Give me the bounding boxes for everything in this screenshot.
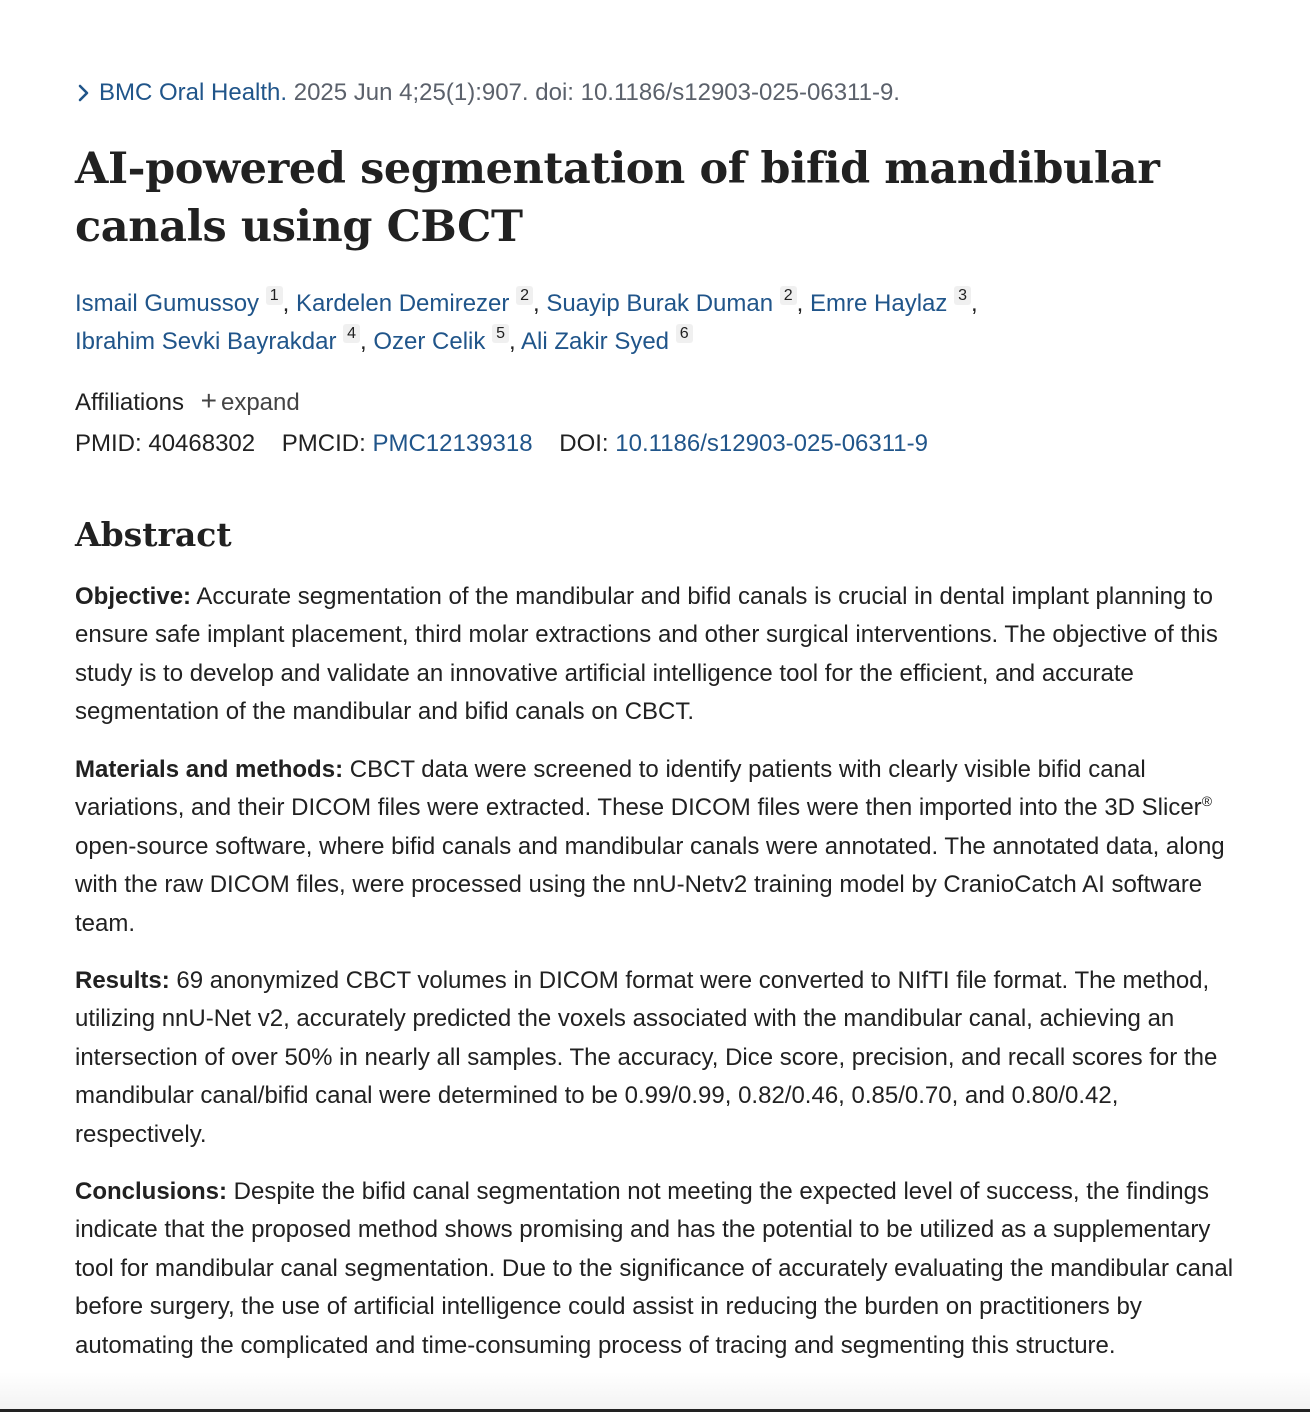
- author-list: Ismail Gumussoy $^1$ , Kardelen Demirezer $^2$ , Suayip Burak Duman $^2$ , Emre Haylaz $^3$ , Ibrahim Sevki Bayrakdar $^4$ , Ozer Celik $^5$ , Ali Zakir Syed $^6$: [75, 287, 978, 355]
- scroll-fade: [0, 1372, 1310, 1409]
- pmid-value: 40468302: [148, 430, 256, 457]
- abstract-conclusions: [75, 1173, 1240, 1365]
- affiliation-ref[interactable]: 6: [676, 324, 693, 343]
- conclusions-label: Conclusions:: [75, 1178, 228, 1205]
- results-text: 69 anonymized CBCT volumes in DICOM format were converted to NIfTI file format. The method, utilizing nnU-Net v2, accurately predicted the voxels associated with the mandibular canal, achieving an intersection of over 50% in nearly all samples. The accuracy, Dice score, precision, and recall scores for the mandibular canal/bifid canal were determined to be 0.99/0.99, 0.82/0.46, 0.85/0.70, and 0.80/0.42, respectively.: [75, 967, 1218, 1148]
- abstract-heading: Abstract: [75, 515, 232, 554]
- citation-details: 2025 Jun 4;25(1):907. doi: 10.1186/s12903-025-06311-9.: [287, 79, 900, 106]
- results-label: Results:: [75, 967, 170, 994]
- doi-label: DOI:: [559, 430, 609, 457]
- affiliation-ref[interactable]: 2: [780, 286, 797, 305]
- affiliation-ref[interactable]: 2: [516, 286, 533, 305]
- objective-text: Accurate segmentation of the mandibular and bifid canals is crucial in dental implant planning to ensure safe implant placement, third molar extractions and other surgical interventions. The objective of this study is to develop and validate an innovative artificial intelligence tool for the efficient, and accurate segmentation of the mandibular and bifid canals on CBCT.: [75, 583, 1218, 726]
- affiliation-ref[interactable]: 3: [954, 286, 971, 305]
- author-link[interactable]: Ibrahim Sevki Bayrakdar: [75, 328, 337, 355]
- author-link[interactable]: Emre Haylaz: [810, 290, 948, 317]
- abstract-objective: [75, 578, 1240, 732]
- conclusions-text: Despite the bifid canal segmentation not meeting the expected level of success, the findings indicate that the proposed method shows promising and has the potential to be utilized as a supplementary tool for mandibular canal segmentation. Due to the significance of accurately evaluating the mandibular canal before surgery, the use of artificial intelligence could assist in reducing the burden on practitioners by automating the complicated and time-consuming process of tracing and segmenting this structure.: [75, 1178, 1234, 1359]
- citation-line: [75, 77, 900, 109]
- author-link[interactable]: Ismail Gumussoy: [75, 290, 260, 317]
- methods-label: Materials and methods:: [75, 756, 344, 783]
- journal-link[interactable]: BMC Oral Health.: [99, 79, 288, 106]
- methods-text-b: open-source software, where bifid canals and mandibular canals were annotated. The annotated data, along with the raw DICOM files, were processed using the nnU-Netv2 training model by CranioCatch AI software team.: [75, 832, 1225, 937]
- abstract-methods: [75, 751, 1240, 943]
- article-identifiers: [75, 428, 928, 460]
- expand-button[interactable]: [200, 385, 300, 416]
- author-link[interactable]: Ali Zakir Syed: [520, 328, 670, 355]
- methods-text-a: CBCT data were screened to identify patients with clearly visible bifid canal variations, and their DICOM files were extracted. These DICOM files were then imported into the 3D Slicer: [75, 756, 1202, 822]
- objective-label: Objective:: [75, 583, 192, 610]
- pmcid-label: PMCID:: [281, 430, 366, 457]
- affiliations-toggle[interactable]: [75, 385, 300, 419]
- affiliation-ref[interactable]: 4: [343, 324, 360, 343]
- affiliation-ref[interactable]: 5: [492, 324, 509, 343]
- pmid-label: PMID:: [75, 430, 142, 457]
- expand-label: expand: [220, 389, 300, 416]
- affiliations-label: Affiliations: [75, 389, 184, 416]
- abstract-results: [75, 962, 1240, 1154]
- plus-icon: +: [200, 385, 217, 416]
- author-link[interactable]: Suayip Burak Duman: [546, 290, 774, 317]
- author-link[interactable]: Ozer Celik: [373, 328, 486, 355]
- pmcid-link[interactable]: PMC12139318: [372, 430, 533, 457]
- article-title: AI-powered segmentation of bifid mandibular canals using CBCT: [75, 144, 1160, 252]
- author-link[interactable]: Kardelen Demirezer: [295, 290, 510, 317]
- doi-link[interactable]: 10.1186/s12903-025-06311-9: [615, 430, 928, 457]
- registered-mark: ®: [1201, 793, 1213, 810]
- chevron-right-icon[interactable]: [77, 77, 99, 102]
- affiliation-ref[interactable]: 1: [266, 286, 283, 305]
